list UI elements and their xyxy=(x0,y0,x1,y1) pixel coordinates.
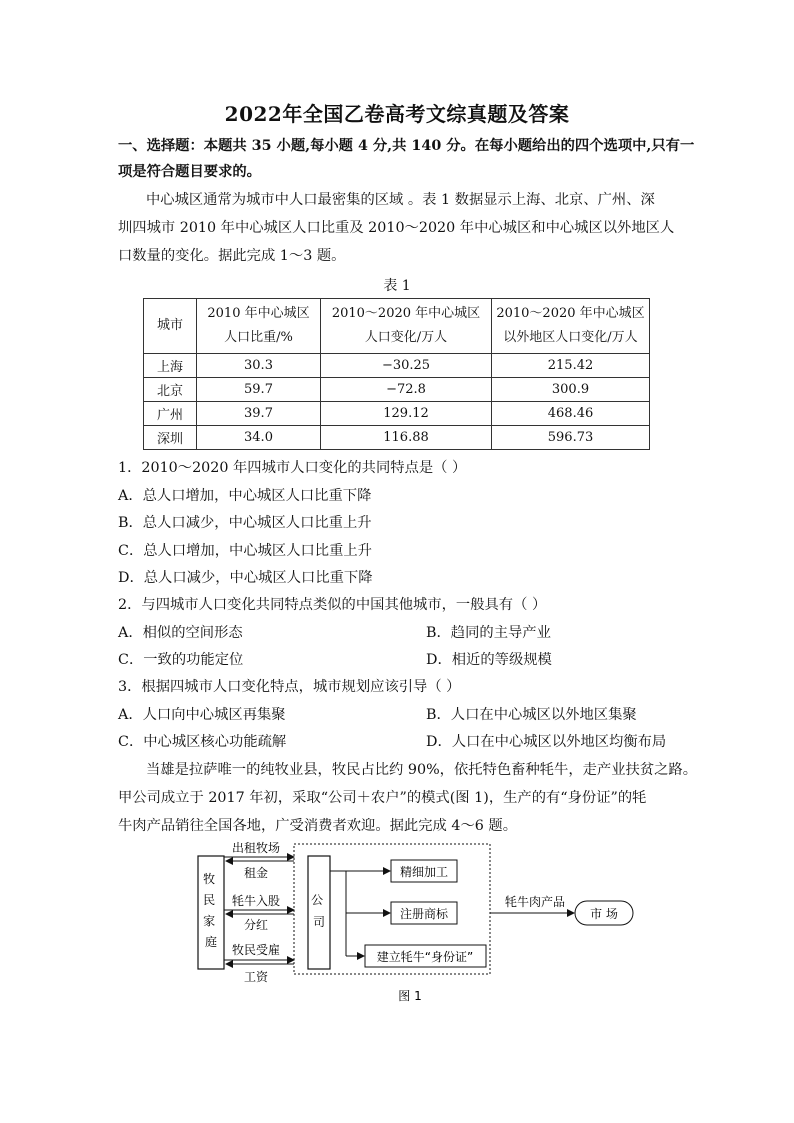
intro1-line-2: 圳四城市 2010 年中心城区人口比重及 2010～2020 年中心城区和中心城区以外地区人 xyxy=(118,220,675,236)
page-title: 2022年全国乙卷高考文综真题及答案 xyxy=(224,102,570,126)
cell-value: 596.73 xyxy=(492,426,650,450)
figure1-diagram xyxy=(190,838,640,1006)
q2-option-a[interactable]: A．相似的空间形态 xyxy=(118,625,243,641)
table-header-row xyxy=(144,299,650,354)
q3-option-d[interactable]: D．人口在中心城区以外地区均衡布局 xyxy=(426,734,667,750)
header-text: 2010～2020 年中心城区 xyxy=(496,306,645,321)
intro1-line-1: 中心城区通常为城市中人口最密集的区域 。表 1 数据显示上海、北京、广州、深 xyxy=(146,192,655,208)
company-box xyxy=(308,856,330,969)
header-text: 人口比重/% xyxy=(224,330,293,345)
cell-value: 116.88 xyxy=(321,426,492,450)
cell-city: 广州 xyxy=(144,402,197,426)
flow-employed-label: 牧民受雇 xyxy=(231,943,281,957)
header-text: 城市 xyxy=(156,318,183,333)
flow-rent-pasture-label: 出租牧场 xyxy=(231,841,281,855)
herder-char-2: 民 xyxy=(203,893,216,907)
herder-char-1: 牧 xyxy=(203,872,216,886)
cell-value: 59.7 xyxy=(197,378,321,402)
cell-city: 上海 xyxy=(144,354,197,378)
header-text: 2010 年中心城区 xyxy=(207,306,310,321)
cell-value: 34.0 xyxy=(197,426,321,450)
intro1-line-3: 口数量的变化。据此完成 1～3 题。 xyxy=(118,248,346,264)
cell-value: 215.42 xyxy=(492,354,650,378)
q3-option-b[interactable]: B．人口在中心城区以外地区集聚 xyxy=(426,707,637,723)
q2-option-c[interactable]: C．一致的功能定位 xyxy=(118,652,244,668)
flow-wage-label: 工资 xyxy=(243,970,269,984)
step-yak-id-label: 建立牦牛“身份证” xyxy=(376,950,474,964)
herder-char-3: 家 xyxy=(203,914,216,928)
header-ratio-2010 xyxy=(197,299,321,354)
intro2-line-1: 当雄是拉萨唯一的纯牧业县，牧民占比约 90%，依托特色畜种牦牛，走产业扶贫之路。 xyxy=(146,762,698,778)
intro2-line-3: 牛肉产品销往全国各地，广受消费者欢迎。据此完成 4～6 题。 xyxy=(118,818,517,834)
q1-option-d[interactable]: D．总人口减少，中心城区人口比重下降 xyxy=(118,570,373,586)
flow-dividend-label: 分红 xyxy=(243,918,269,932)
q3-stem: 3．根据四城市人口变化特点，城市规划应该引导（ ） xyxy=(118,679,461,695)
step-fine-processing-label: 精细加工 xyxy=(399,865,449,879)
header-text: 以外地区人口变化/万人 xyxy=(503,330,638,345)
table-row xyxy=(144,402,650,426)
flow-yak-shares-label: 牦牛入股 xyxy=(231,894,281,908)
header-city xyxy=(144,299,197,354)
header-central-change xyxy=(321,299,492,354)
q1-option-c[interactable]: C．总人口增加，中心城区人口比重上升 xyxy=(118,543,372,559)
section-heading-line-1: 一、选择题：本题共 35 小题,每小题 4 分,共 140 分。在每小题给出的四个选项中,只有一 xyxy=(118,138,695,154)
table1-caption: 表 1 xyxy=(383,278,411,294)
table-row xyxy=(144,378,650,402)
figure1-caption: 图 1 xyxy=(398,989,422,1003)
q1-option-b[interactable]: B．总人口减少，中心城区人口比重上升 xyxy=(118,515,372,531)
cell-value: 300.9 xyxy=(492,378,650,402)
table1 xyxy=(143,298,650,450)
table-row xyxy=(144,354,650,378)
header-outer-change xyxy=(492,299,650,354)
cell-value: 468.46 xyxy=(492,402,650,426)
cell-city: 北京 xyxy=(144,378,197,402)
cell-value: 30.3 xyxy=(197,354,321,378)
q2-stem: 2．与四城市人口变化共同特点类似的中国其他城市，一般具有（ ） xyxy=(118,597,547,613)
q3-option-a[interactable]: A．人口向中心城区再集聚 xyxy=(118,707,286,723)
q3-option-c[interactable]: C．中心城区核心功能疏解 xyxy=(118,734,287,750)
intro2-line-2: 甲公司成立于 2017 年初，采取“公司＋农户”的模式(图 1)，生产的有“身份证”的牦 xyxy=(118,790,647,806)
company-char-2: 司 xyxy=(312,915,326,929)
cell-value: −72.8 xyxy=(321,378,492,402)
product-label: 牦牛肉产品 xyxy=(504,895,566,909)
cell-city: 深圳 xyxy=(144,426,197,450)
section-heading-line-2: 项是符合题目要求的。 xyxy=(118,164,261,180)
cell-value: 39.7 xyxy=(197,402,321,426)
step-trademark-label: 注册商标 xyxy=(399,907,449,921)
market-label: 市 场 xyxy=(590,907,618,921)
cell-value: 129.12 xyxy=(321,402,492,426)
q2-option-d[interactable]: D．相近的等级规模 xyxy=(426,652,552,668)
table-row xyxy=(144,426,650,450)
header-text: 2010～2020 年中心城区 xyxy=(331,306,481,321)
cell-value: −30.25 xyxy=(321,354,492,378)
flow-rent-label: 租金 xyxy=(243,866,269,880)
herder-char-4: 庭 xyxy=(204,935,218,949)
q1-stem: 1．2010～2020 年四城市人口变化的共同特点是（ ） xyxy=(118,460,467,476)
q1-option-a[interactable]: A．总人口增加，中心城区人口比重下降 xyxy=(118,488,372,504)
company-char-1: 公 xyxy=(311,893,324,907)
header-text: 人口变化/万人 xyxy=(364,330,448,345)
q2-option-b[interactable]: B．趋同的主导产业 xyxy=(426,625,551,641)
